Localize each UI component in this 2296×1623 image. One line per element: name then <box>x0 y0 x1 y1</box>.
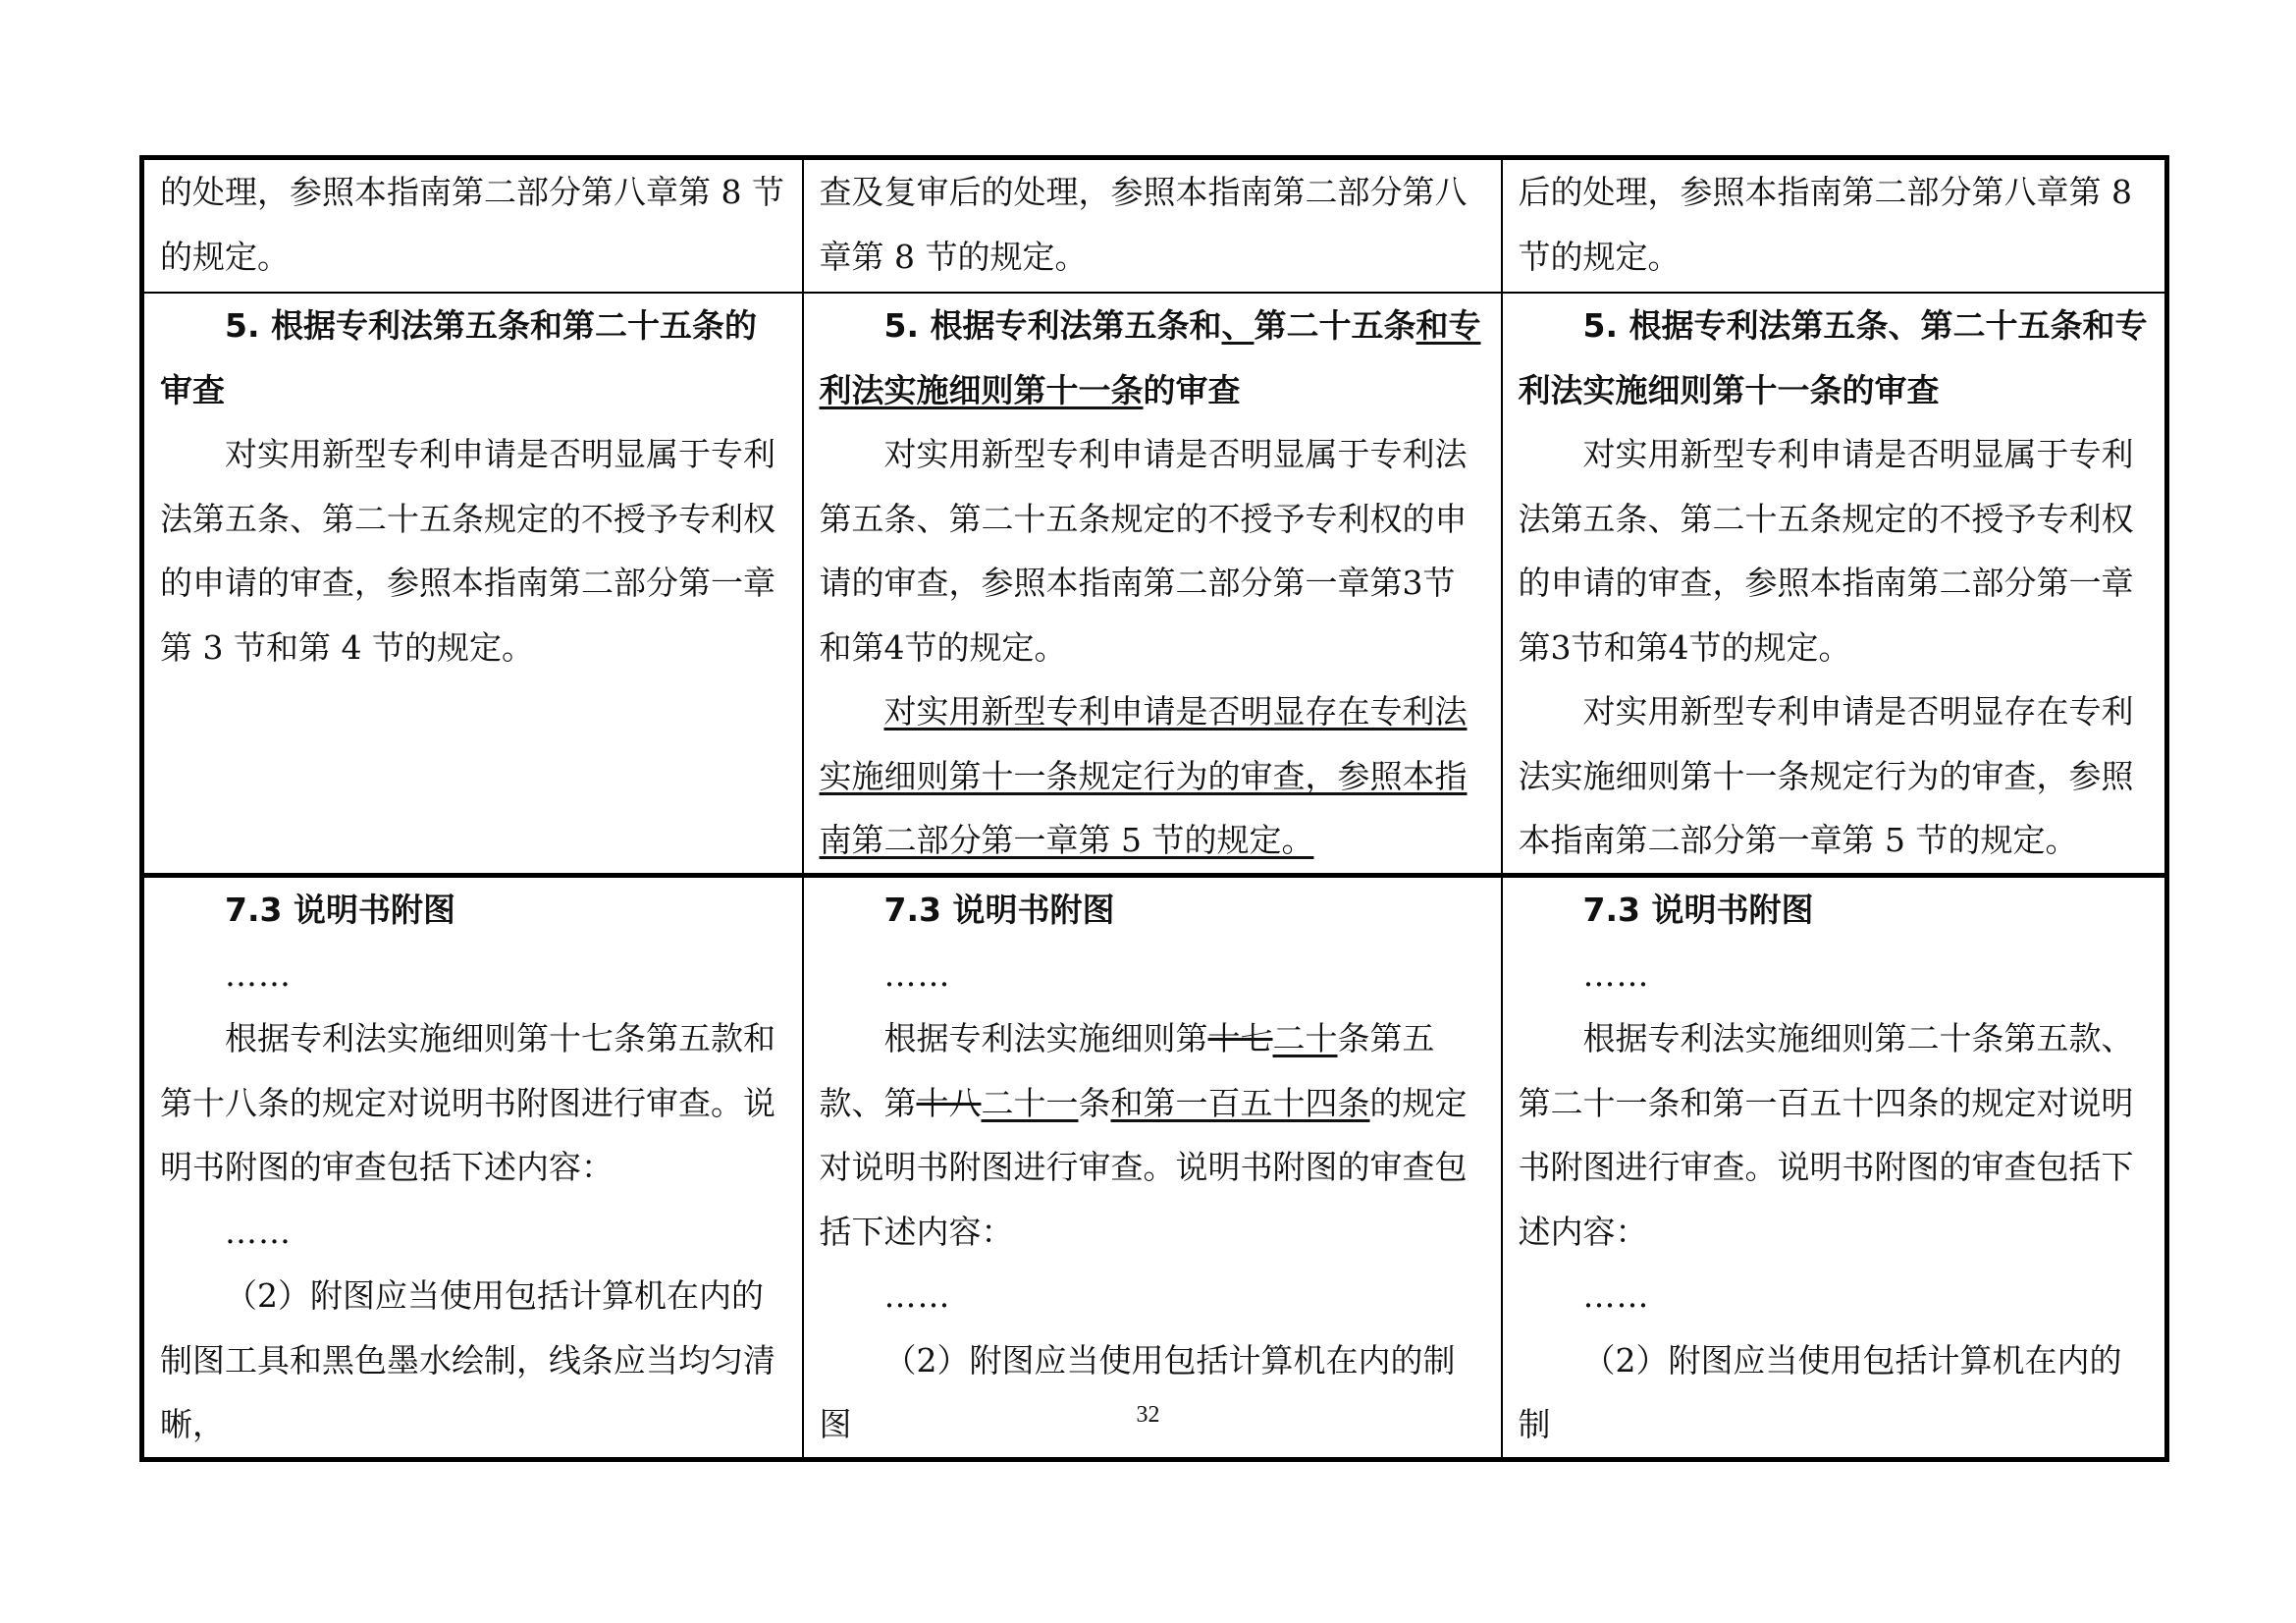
cell-revision-marked <box>803 293 1502 876</box>
paragraph: 对实用新型专利申请是否明显存在专利法实施细则第十一条规定行为的审查，参照本指南第二部分第一章第 5 节的规定。 <box>1518 692 2134 859</box>
paragraph: （2）附图应当使用包括计算机在内的制 <box>1518 1340 2122 1443</box>
paragraph: 的处理，参照本指南第二部分第八章第 8 节的规定。 <box>160 173 784 276</box>
inserted-text: 和第一百五十四条 <box>1110 1083 1370 1122</box>
section-heading: 5. 根据专利法第五条和第二十五条的审查 <box>160 306 757 409</box>
page-number: 32 <box>1136 1402 1160 1428</box>
cell-original <box>142 293 803 876</box>
ellipsis: …… <box>225 1212 292 1251</box>
section-heading: 5. 根据专利法第五条、第二十五条和专利法实施细则第十一条的审查 <box>1518 306 2148 409</box>
ellipsis: …… <box>225 954 292 994</box>
paragraph: 查及复审后的处理，参照本指南第二部分第八章第 8 节的规定。 <box>819 173 1468 276</box>
table-row <box>142 158 2167 294</box>
cell-original <box>142 158 803 294</box>
subsection-heading: 7.3 说明书附图 <box>225 891 455 929</box>
paragraph: 根据专利法实施细则第十七条第五款和第十八条的规定对说明书附图进行审查。说明书附图的审查包括下述内容： <box>160 1019 775 1186</box>
paragraph: （2）附图应当使用包括计算机在内的制图工具和黑色墨水绘制，线条应当均匀清晰， <box>160 1276 775 1443</box>
inserted-text: 和专利法实施细则第十一条 <box>819 306 1481 409</box>
paragraph: （2）附图应当使用包括计算机在内的制图 <box>819 1340 1456 1443</box>
paragraph: 对实用新型专利申请是否明显属于专利法第五条、第二十五条规定的不授予专利权的申请的审查，参照本指南第二部分第一章第3节和第4节的规定。 <box>1518 435 2134 667</box>
cell-original <box>142 876 803 1460</box>
heading-text: 5. 根据专利法第五条和 <box>883 306 1222 345</box>
cell-revised <box>1502 293 2167 876</box>
paragraph <box>820 1006 1487 1264</box>
comparison-table <box>139 155 2169 1462</box>
heading-text: 的审查 <box>1143 370 1241 409</box>
paragraph: 对实用新型专利申请是否明显属于专利法第五条、第二十五条规定的不授予专利权的申请的审查，参照本指南第二部分第一章第 3 节和第 4 节的规定。 <box>160 435 775 667</box>
paragraph: 对实用新型专利申请是否明显属于专利法第五条、第二十五条规定的不授予专利权的申请的审查，参照本指南第二部分第一章第3节和第4节的规定。 <box>819 435 1468 667</box>
cell-revised <box>1502 876 2167 1460</box>
inserted-text: 二十 <box>1272 1019 1338 1057</box>
subsection-heading: 7.3 说明书附图 <box>883 891 1115 929</box>
section-heading <box>820 294 1487 422</box>
table-row <box>142 876 2167 1460</box>
text-run: 条第五款、第 <box>819 1019 1435 1122</box>
ellipsis: …… <box>883 954 951 994</box>
paragraph-inserted <box>820 679 1487 873</box>
inserted-text: 二十一 <box>981 1083 1079 1122</box>
inserted-text: 、 <box>1221 306 1255 345</box>
cell-revision-marked <box>803 876 1502 1460</box>
text-run: 的规定对说明书附图进行审查。说明书附图的审查包括下述内容： <box>819 1083 1468 1251</box>
text-run: 条 <box>1078 1083 1111 1122</box>
deleted-text: 十七 <box>1207 1019 1273 1057</box>
heading-text: 第二十五条 <box>1254 306 1416 345</box>
ellipsis: …… <box>1582 954 1650 994</box>
table-row <box>142 293 2167 876</box>
paragraph: 根据专利法实施细则第二十条第五款、第二十一条和第一百五十四条的规定对说明书附图进行审查。说明书附图的审查包括下述内容： <box>1518 1019 2134 1251</box>
cell-revision-marked <box>803 158 1502 294</box>
deleted-text: 十八 <box>916 1083 982 1122</box>
cell-revised <box>1502 158 2167 294</box>
ellipsis: …… <box>883 1276 951 1315</box>
subsection-heading: 7.3 说明书附图 <box>1582 891 1814 929</box>
paragraph: 后的处理，参照本指南第二部分第八章第 8 节的规定。 <box>1518 173 2132 276</box>
ellipsis: …… <box>1582 1276 1650 1315</box>
text-run: 根据专利法实施细则第 <box>883 1019 1208 1057</box>
inserted-text: 对实用新型专利申请是否明显存在专利法实施细则第十一条规定行为的审查，参照本指南第二部分第一章第 5 节的规定。 <box>819 692 1468 859</box>
